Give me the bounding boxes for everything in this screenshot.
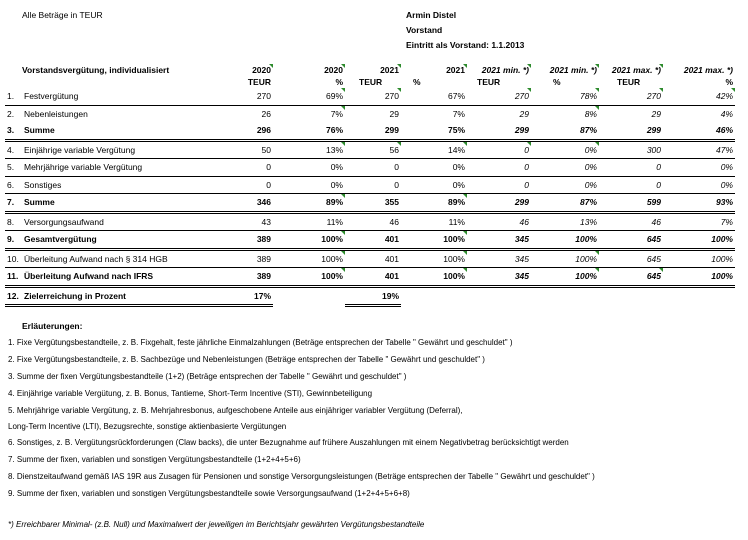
table-cell: 14% <box>401 140 467 159</box>
table-title: Vorstandsvergütung, individualisiert <box>22 65 170 75</box>
table-cell: 29 <box>519 108 529 119</box>
table-row <box>5 159 735 177</box>
table-cell: 345 <box>467 268 531 287</box>
table-cell: 401 <box>345 249 401 268</box>
table-cell: 270 <box>467 88 531 105</box>
explanation-line: 1. Fixe Vergütungsbestandteile, z. B. Fixgehalt, feste jährliche Einmalzahlungen (Beträge entsprechen der Tabelle " Gewährt und geschuldet" ) <box>8 338 513 347</box>
table-cell: 299 <box>345 122 401 140</box>
explanation-line: 9. Summe der fixen, variablen und sonstigen Vergütungsbestandteile sowie Versorgungsaufwand (1+2+4+5+6+8) <box>8 489 410 498</box>
row-number: 8. <box>7 216 15 227</box>
col-header: 2021 min. *) <box>531 64 599 76</box>
person-role: Vorstand <box>406 25 443 35</box>
row-label <box>5 176 217 194</box>
table-row <box>5 268 735 287</box>
table-row <box>5 176 735 194</box>
row-number: 5. <box>7 162 15 172</box>
row-label-text: Nebenleistungen <box>24 108 88 119</box>
table-row <box>5 122 735 140</box>
row-number: 3. <box>7 125 15 135</box>
table-cell: 89% <box>273 194 345 213</box>
table-cell: 0% <box>531 140 599 159</box>
table-cell: 389 <box>217 249 273 268</box>
table-cell: 7% <box>452 108 465 119</box>
table-cell: 270 <box>345 88 401 105</box>
row-label-text: Versorgungsaufwand <box>24 216 104 227</box>
table-cell: 50 <box>217 140 273 159</box>
table-cell: 645 <box>599 249 663 268</box>
table-cell: 4% <box>720 108 733 119</box>
table-cell: 100% <box>401 268 467 287</box>
header-row-bottom <box>5 76 735 88</box>
table-cell: 76% <box>273 122 345 140</box>
compensation-table <box>5 64 735 307</box>
table-cell: 100% <box>531 249 599 268</box>
table-cell: 87% <box>531 122 599 140</box>
explanation-line: 8. Dienstzeitaufwand gemäß IAS 19R aus Zusagen für Pensionen und sonstige Versorgungsleistungen (Beträge entsprechen der Tabelle " Gewährt und geschuldet" ) <box>8 472 595 481</box>
row-label-text: Zielerreichung in Prozent <box>24 290 127 301</box>
col-header: 2020 <box>273 64 345 76</box>
row-label-text: Überleitung Aufwand nach IFRS <box>24 271 154 281</box>
row-number: 6. <box>7 179 15 190</box>
table-cell: 401 <box>345 268 401 287</box>
table-cell: 0% <box>531 159 599 177</box>
table-cell <box>401 286 467 306</box>
table-cell: 67% <box>401 88 467 105</box>
table-cell: 599 <box>599 194 663 213</box>
table-cell <box>273 286 345 306</box>
col-header: 2020 <box>217 64 273 76</box>
table-cell: 0 <box>345 176 401 194</box>
table-cell: 299 <box>599 122 663 140</box>
table-cell: 100% <box>531 268 599 287</box>
row-label <box>5 105 217 122</box>
table-cell: 89% <box>401 194 467 213</box>
row-label-text: Summe <box>24 197 55 207</box>
table-row <box>5 194 735 213</box>
table-cell: 11% <box>273 212 345 231</box>
table-cell: 0 <box>217 176 273 194</box>
table-cell: 0% <box>531 176 599 194</box>
table-cell: 87% <box>531 194 599 213</box>
explanation-line: 7. Summe der fixen, variablen und sonstigen Vergütungsbestandteile (1+2+4+5+6) <box>8 455 301 464</box>
table-cell: 78% <box>531 88 599 105</box>
row-label <box>5 249 217 268</box>
row-label <box>5 286 217 306</box>
col-unit: TEUR <box>477 77 501 87</box>
person-name: Armin Distel <box>406 10 457 20</box>
table-cell: 8% <box>531 105 599 122</box>
row-number: 7. <box>7 197 15 207</box>
table-cell: 29 <box>651 108 661 119</box>
table-cell: 300 <box>599 140 663 159</box>
row-number: 1. <box>7 91 15 101</box>
table-cell: 100% <box>273 268 345 287</box>
col-header: 2021 max. *) <box>599 64 663 76</box>
table-cell: 0% <box>401 159 467 177</box>
table-cell <box>663 286 735 306</box>
table-cell: 389 <box>217 231 273 250</box>
row-label-text: Festvergütung <box>24 91 79 101</box>
col-unit: % <box>413 77 421 87</box>
table-cell <box>467 286 531 306</box>
table-cell: 42% <box>663 88 735 105</box>
row-number: 10. <box>7 253 19 264</box>
table-cell: 13% <box>273 140 345 159</box>
row-label-text: Sonstiges <box>24 179 62 190</box>
table-cell: 7% <box>663 212 735 231</box>
row-number: 2. <box>7 108 15 119</box>
footnote: *) Erreichbarer Minimal- (z.B. Null) und Maximalwert der jeweiligen im Berichtsjahr gewährten Vergütungsbestandteile <box>8 520 425 529</box>
table-cell: 0% <box>273 159 345 177</box>
row-label-text: Einjährige variable Vergütung <box>24 144 136 155</box>
col-unit: TEUR <box>247 77 271 87</box>
table-cell: 7% <box>273 105 345 122</box>
table-cell: 645 <box>599 268 663 287</box>
table-cell: 100% <box>273 231 345 250</box>
row-number: 4. <box>7 144 15 155</box>
table-row <box>5 88 735 105</box>
table-row <box>5 286 735 306</box>
table-cell: 0% <box>401 176 467 194</box>
col-header: 2021 <box>345 64 401 76</box>
row-label <box>5 231 217 250</box>
table-cell: 46 <box>599 212 663 231</box>
table-cell: 0 <box>599 176 663 194</box>
table-cell: 100% <box>531 231 599 250</box>
table-cell: 46 <box>345 212 401 231</box>
table-cell: 100% <box>401 231 467 250</box>
explanation-line: Long-Term Incentive (LTI), Bezugsrechte, sonstige aktienbasierte Vergütungen <box>8 422 287 431</box>
col-header: 2021 min. *) <box>467 64 531 76</box>
table-cell: 270 <box>217 88 273 105</box>
row-label <box>5 159 217 177</box>
table-cell: 270 <box>599 88 663 105</box>
table-cell: 0 <box>599 159 663 177</box>
table-cell: 389 <box>217 268 273 287</box>
explanation-line: 3. Summe der fixen Vergütungsbestandteile (1+2) (Beträge entsprechen der Tabelle " Gewährt und geschuldet" ) <box>8 372 407 381</box>
row-label <box>5 140 217 159</box>
table-cell: 93% <box>663 194 735 213</box>
row-number: 11. <box>7 271 19 281</box>
row-label-text: Gesamtvergütung <box>24 234 97 244</box>
table-cell: 56 <box>345 140 401 159</box>
table-cell: 345 <box>467 249 531 268</box>
table-cell: 346 <box>217 194 273 213</box>
table-cell: 355 <box>345 194 401 213</box>
table-cell: 46% <box>663 122 735 140</box>
table-cell: 296 <box>217 122 273 140</box>
table-cell: 17% <box>217 286 273 306</box>
explanations-title: Erläuterungen: <box>22 321 83 331</box>
col-unit: % <box>725 77 733 87</box>
row-label <box>5 122 217 140</box>
explanation-line: 2. Fixe Vergütungsbestandteile, z. B. Sachbezüge und Nebenleistungen (Beträge entsprechen der Tabelle " Gewährt und geschuldet" ) <box>8 355 485 364</box>
table-cell: 75% <box>401 122 467 140</box>
table-row <box>5 249 735 268</box>
table-cell: 0% <box>663 159 735 177</box>
table-cell: 0 <box>217 159 273 177</box>
table-cell: 645 <box>599 231 663 250</box>
row-number: 12. <box>7 290 19 301</box>
row-label <box>5 194 217 213</box>
row-label-text: Überleitung Aufwand nach § 314 HGB <box>24 253 168 264</box>
row-label-text: Summe <box>24 125 55 135</box>
explanation-line: 5. Mehrjährige variable Vergütung, z. B. Mehrjahresbonus, aufgeschobene Anteile aus einjähriger variabler Vergütung (Deferral), <box>8 406 463 415</box>
table-cell: 401 <box>345 231 401 250</box>
table-cell: 47% <box>663 140 735 159</box>
col-unit: % <box>553 77 561 87</box>
table-row <box>5 140 735 159</box>
col-unit: TEUR <box>359 77 383 87</box>
header-row-top <box>5 64 735 76</box>
row-label-text: Mehrjährige variable Vergütung <box>24 162 143 172</box>
table-row <box>5 105 735 122</box>
table-cell: 46 <box>467 212 531 231</box>
table-cell: 345 <box>467 231 531 250</box>
col-header: 2021 <box>401 64 467 76</box>
row-number: 9. <box>7 234 15 244</box>
row-label <box>5 88 217 105</box>
table-cell <box>531 286 599 306</box>
person-entry-date: Eintritt als Vorstand: 1.1.2013 <box>406 40 525 50</box>
table-cell: 0 <box>345 159 401 177</box>
table-cell: 0% <box>273 176 345 194</box>
currency-note: Alle Beträge in TEUR <box>22 10 103 20</box>
table-cell: 299 <box>467 194 531 213</box>
table-cell: 13% <box>531 212 599 231</box>
table-cell: 26 <box>261 108 271 119</box>
row-label <box>5 212 217 231</box>
table-cell: 100% <box>663 268 735 287</box>
col-unit: % <box>335 77 343 87</box>
row-label <box>5 268 217 287</box>
explanation-line: 6. Sonstiges, z. B. Vergütungsrückforderungen (Claw backs), die unter Bezugnahme auf frühere Auszahlungen mit einem Negativbetrag berücksichtigt werden <box>8 438 569 447</box>
table-cell: 100% <box>273 249 345 268</box>
table-cell: 19% <box>345 286 401 306</box>
table-cell: 100% <box>663 249 735 268</box>
table-cell <box>599 286 663 306</box>
table-row <box>5 231 735 250</box>
table-row <box>5 212 735 231</box>
table-cell: 0 <box>467 140 531 159</box>
col-unit: TEUR <box>617 77 641 87</box>
explanation-line: 4. Einjährige variable Vergütung, z. B. Bonus, Tantieme, Short-Term Incentive (STI), Gewinnbeteiligung <box>8 389 373 398</box>
table-cell: 0 <box>467 176 531 194</box>
table-cell: 11% <box>401 212 467 231</box>
table-cell: 100% <box>401 249 467 268</box>
table-cell: 299 <box>467 122 531 140</box>
table-cell: 69% <box>273 88 345 105</box>
table-cell: 100% <box>663 231 735 250</box>
table-cell: 29 <box>389 108 399 119</box>
table-cell: 0 <box>467 159 531 177</box>
table-cell: 0% <box>663 176 735 194</box>
table-cell: 43 <box>217 212 273 231</box>
col-header: 2021 max. *) <box>683 65 733 75</box>
